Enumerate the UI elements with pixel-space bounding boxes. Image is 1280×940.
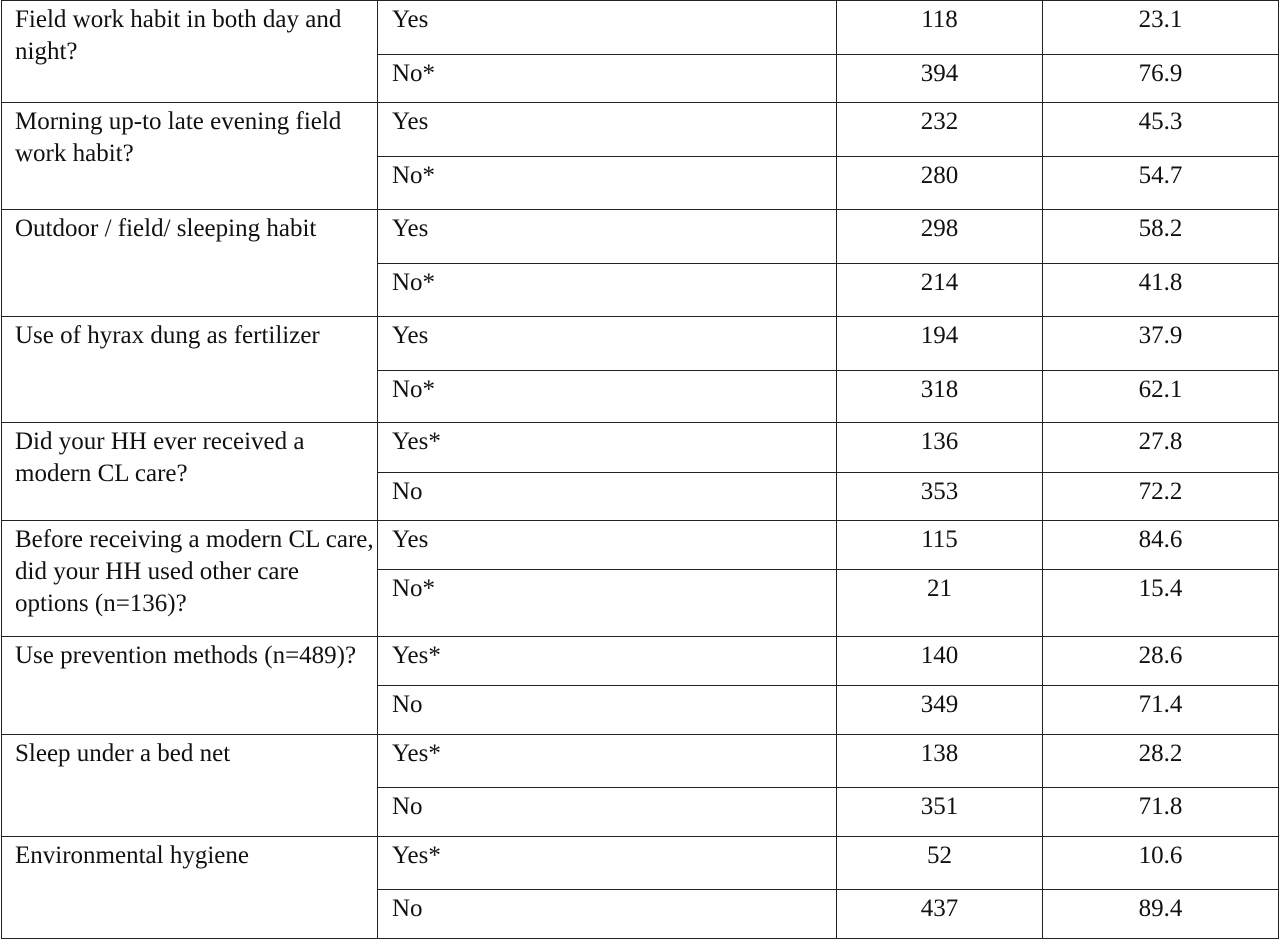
question-cell: Field work habit in both day and night? (2, 1, 378, 103)
count-cell: 349 (837, 686, 1043, 735)
percent-cell: 62.1 (1043, 371, 1279, 423)
question-cell: Did your HH ever received a modern CL care? (2, 423, 378, 521)
table-row (2, 423, 1279, 473)
table-row (2, 210, 1279, 264)
percent-cell: 41.8 (1043, 264, 1279, 317)
percent-cell: 58.2 (1043, 210, 1279, 264)
answer-cell: No* (378, 264, 837, 317)
percent-cell: 10.6 (1043, 837, 1279, 890)
percent-cell: 54.7 (1043, 157, 1279, 210)
count-cell: 194 (837, 317, 1043, 371)
table-row (2, 521, 1279, 570)
answer-cell: No* (378, 570, 837, 637)
table-row (2, 735, 1279, 788)
table-body (2, 1, 1279, 939)
answer-cell: Yes* (378, 837, 837, 890)
table-row (2, 1, 1279, 55)
answer-cell: No* (378, 157, 837, 210)
count-cell: 138 (837, 735, 1043, 788)
table-row (2, 317, 1279, 371)
count-cell: 136 (837, 423, 1043, 473)
table-row (2, 103, 1279, 157)
count-cell: 21 (837, 570, 1043, 637)
question-cell: Outdoor / field/ sleeping habit (2, 210, 378, 317)
percent-cell: 89.4 (1043, 890, 1279, 939)
count-cell: 115 (837, 521, 1043, 570)
percent-cell: 72.2 (1043, 473, 1279, 521)
question-cell: Before receiving a modern CL care, did your HH used other care options (n=136)? (2, 521, 378, 637)
question-cell: Use of hyrax dung as fertilizer (2, 317, 378, 423)
count-cell: 298 (837, 210, 1043, 264)
count-cell: 351 (837, 788, 1043, 837)
answer-cell: Yes (378, 103, 837, 157)
question-cell: Morning up-to late evening field work habit? (2, 103, 378, 210)
question-cell: Sleep under a bed net (2, 735, 378, 837)
count-cell: 140 (837, 637, 1043, 686)
answer-cell: Yes (378, 317, 837, 371)
percent-cell: 28.2 (1043, 735, 1279, 788)
percent-cell: 84.6 (1043, 521, 1279, 570)
answer-cell: Yes (378, 210, 837, 264)
percent-cell: 45.3 (1043, 103, 1279, 157)
count-cell: 437 (837, 890, 1043, 939)
answer-cell: No (378, 473, 837, 521)
answer-cell: No (378, 788, 837, 837)
percent-cell: 71.4 (1043, 686, 1279, 735)
count-cell: 280 (837, 157, 1043, 210)
count-cell: 318 (837, 371, 1043, 423)
count-cell: 118 (837, 1, 1043, 55)
answer-cell: Yes* (378, 735, 837, 788)
table-row (2, 837, 1279, 890)
percent-cell: 23.1 (1043, 1, 1279, 55)
percent-cell: 28.6 (1043, 637, 1279, 686)
percent-cell: 37.9 (1043, 317, 1279, 371)
question-cell: Use prevention methods (n=489)? (2, 637, 378, 735)
answer-cell: No (378, 686, 837, 735)
percent-cell: 27.8 (1043, 423, 1279, 473)
answer-cell: No (378, 890, 837, 939)
count-cell: 214 (837, 264, 1043, 317)
answer-cell: Yes* (378, 637, 837, 686)
count-cell: 232 (837, 103, 1043, 157)
percent-cell: 76.9 (1043, 55, 1279, 103)
data-table (1, 0, 1279, 939)
count-cell: 353 (837, 473, 1043, 521)
answer-cell: No* (378, 55, 837, 103)
answer-cell: Yes (378, 1, 837, 55)
answer-cell: No* (378, 371, 837, 423)
answer-cell: Yes* (378, 423, 837, 473)
question-cell: Environmental hygiene (2, 837, 378, 939)
percent-cell: 71.8 (1043, 788, 1279, 837)
count-cell: 394 (837, 55, 1043, 103)
count-cell: 52 (837, 837, 1043, 890)
answer-cell: Yes (378, 521, 837, 570)
percent-cell: 15.4 (1043, 570, 1279, 637)
table-row (2, 637, 1279, 686)
